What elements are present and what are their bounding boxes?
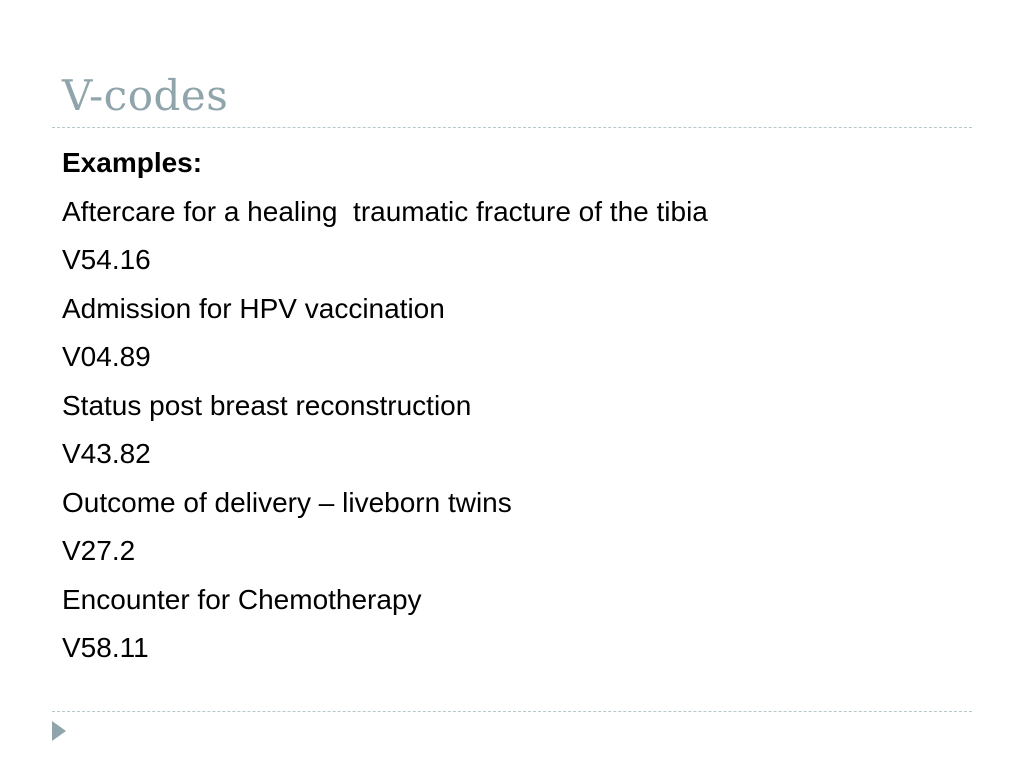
example-description: Admission for HPV vaccination: [62, 292, 445, 324]
example-description: Outcome of delivery – liveborn twins: [62, 486, 512, 518]
title-divider: [52, 127, 972, 128]
slide-body: [62, 139, 962, 673]
example-description: Status post breast reconstruction: [62, 389, 472, 421]
example-code: V54.16: [62, 244, 151, 275]
examples-heading: Examples:: [62, 147, 203, 178]
slide-title: V-codes: [62, 71, 229, 120]
footer-divider: [52, 711, 972, 712]
example-code: V58.11: [62, 632, 149, 663]
example-description: Encounter for Chemotherapy: [62, 583, 422, 615]
example-code: V04.89: [62, 341, 151, 372]
example-description: Aftercare for a healing traumatic fracture of the tibia: [62, 195, 708, 227]
triangle-right-icon: [52, 721, 66, 741]
example-code: V27.2: [62, 535, 136, 566]
example-code: V43.82: [62, 438, 151, 469]
